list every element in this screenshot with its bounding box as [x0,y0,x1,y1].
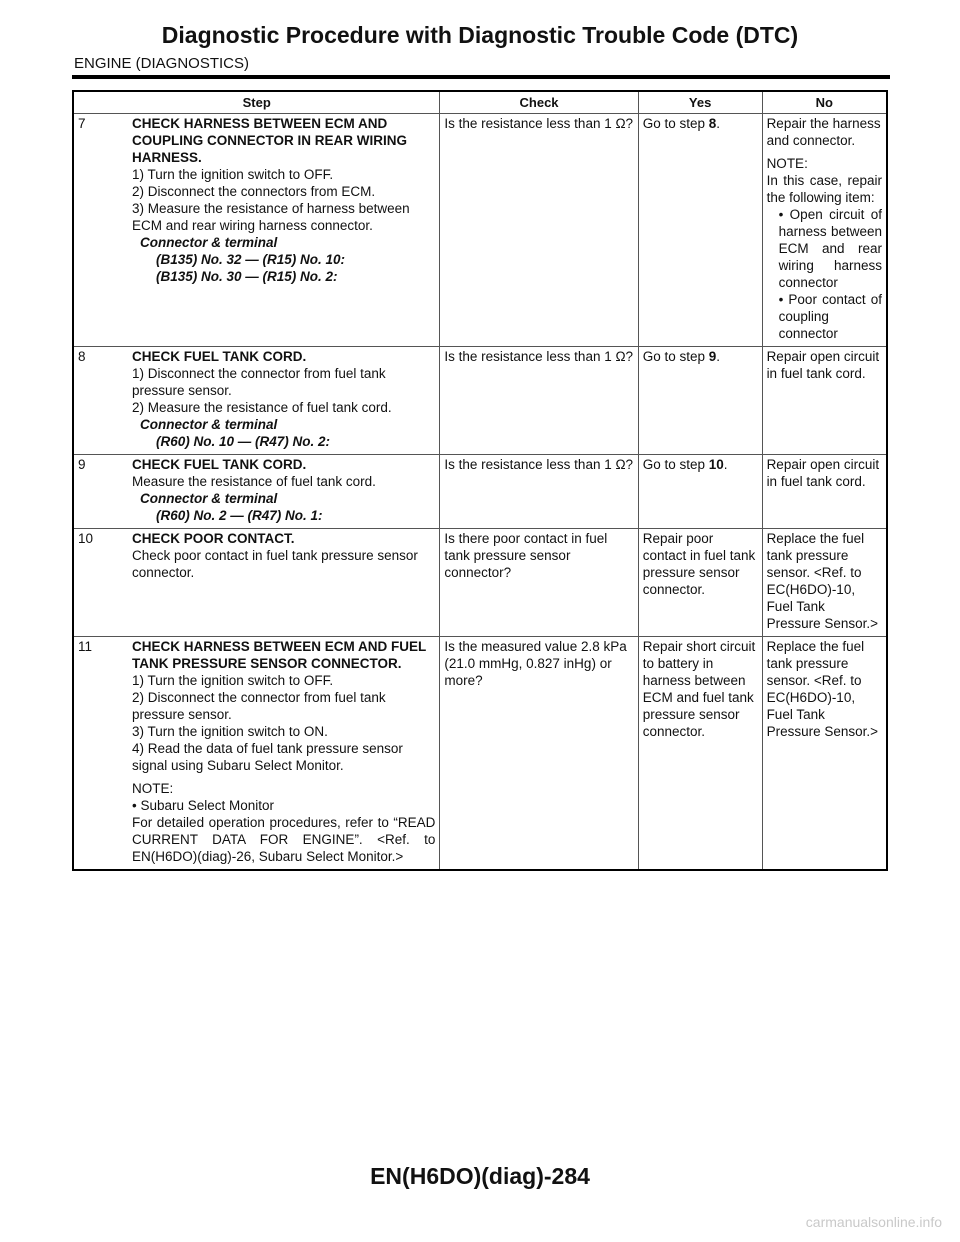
yes-suffix: . [716,116,721,131]
note-label: NOTE: [132,781,174,796]
no-cell: Repair open circuit in fuel tank cord. [762,347,887,455]
connector-terminal: (B135) No. 30 — (R15) No. 2: [156,269,338,284]
step-instruction: 2) Measure the resistance of fuel tank cord. [132,400,392,415]
check-cell: Is the measured value 2.8 kPa (21.0 mmHg, 0.827 inHg) or more? [440,637,638,871]
column-header-check: Check [440,91,638,114]
connector-terminal: (R60) No. 10 — (R47) No. 2: [156,434,331,449]
no-cell: Repair open circuit in fuel tank cord. [762,455,887,529]
column-header-yes: Yes [638,91,762,114]
next-step-link[interactable]: 8 [708,116,717,131]
step-cell [73,455,440,529]
check-cell: Is the resistance less than 1 Ω? [440,455,638,529]
step-instruction: 2) Disconnect the connectors from ECM. [132,184,376,199]
yes-suffix: . [723,457,728,472]
table-row [73,347,887,455]
header-rule [72,75,890,79]
connector-terminal: (R60) No. 2 — (R47) No. 1: [156,508,323,523]
step-instruction: 3) Measure the resistance of harness between ECM and rear wiring harness connector. [132,201,410,233]
table-row [73,637,887,871]
step-heading: CHECK FUEL TANK CORD. [132,349,307,364]
yes-cell [638,114,762,347]
table-header-row [73,91,887,114]
column-header-no: No [762,91,887,114]
step-heading: CHECK HARNESS BETWEEN ECM AND COUPLING CONNECTOR IN REAR WIRING HARNESS. [132,116,408,165]
connector-label: Connector & terminal [140,235,278,250]
step-heading: CHECK POOR CONTACT. [132,531,295,546]
check-cell: Is there poor contact in fuel tank pressure sensor connector? [440,529,638,637]
column-header-step: Step [73,91,440,114]
step-instruction: Measure the resistance of fuel tank cord. [132,474,376,489]
step-number: 8 [78,349,86,364]
yes-cell [638,347,762,455]
connector-label: Connector & terminal [140,417,278,432]
note-label: NOTE: [766,156,808,171]
table-row [73,455,887,529]
next-step-link[interactable]: 9 [708,349,717,364]
step-instruction: Check poor contact in fuel tank pressure sensor connector. [132,548,418,580]
step-instruction: 1) Turn the ignition switch to OFF. [132,167,334,182]
page-title: Diagnostic Procedure with Diagnostic Trouble Code (DTC) [161,22,799,48]
step-cell [73,114,440,347]
page-number: EN(H6DO)(diag)-284 [370,1163,590,1189]
step-number: 11 [78,639,93,654]
dtc-table [72,90,888,871]
next-step-link[interactable]: 10 [708,457,724,472]
yes-suffix: . [716,349,721,364]
yes-prefix: Go to step [642,116,709,131]
note-bullet: • Open circuit of harness between ECM and rear wiring harness connector [778,207,882,290]
note-bullet: • Subaru Select Monitor [132,798,275,813]
step-instruction: 1) Disconnect the connector from fuel tank pressure sensor. [132,366,386,398]
step-number: 7 [78,116,86,131]
yes-cell: Repair poor contact in fuel tank pressure sensor connector. [638,529,762,637]
table-row [73,529,887,637]
note-text: For detailed operation procedures, refer to “READ CURRENT DATA FOR ENGINE”. <Ref. to EN(H6DO)(diag)-26, Subaru Select Monitor.> [132,815,436,864]
step-cell [73,637,440,871]
no-cell: Replace the fuel tank pressure sensor. <Ref. to EC(H6DO)-10, Fuel Tank Pressure Sensor.> [762,637,887,871]
check-cell: Is the resistance less than 1 Ω? [440,347,638,455]
watermark: carmanualsonline.info [805,1214,942,1230]
step-cell [73,529,440,637]
yes-cell: Repair short circuit to battery in harness between ECM and fuel tank pressure sensor connector. [638,637,762,871]
step-heading: CHECK FUEL TANK CORD. [132,457,307,472]
connector-terminal: (B135) No. 32 — (R15) No. 10: [156,252,346,267]
step-instruction: 1) Turn the ignition switch to OFF. [132,673,334,688]
step-instruction: 4) Read the data of fuel tank pressure sensor signal using Subaru Select Monitor. [132,741,403,773]
table-row [73,114,887,347]
no-cell [762,114,887,347]
connector-label: Connector & terminal [140,491,278,506]
step-heading: CHECK HARNESS BETWEEN ECM AND FUEL TANK PRESSURE SENSOR CONNECTOR. [132,639,427,671]
no-cell: Replace the fuel tank pressure sensor. <Ref. to EC(H6DO)-10, Fuel Tank Pressure Sensor.> [762,529,887,637]
step-instruction: 3) Turn the ignition switch to ON. [132,724,328,739]
step-number: 10 [78,531,94,546]
step-cell [73,347,440,455]
yes-cell [638,455,762,529]
note-bullet: • Poor contact of coupling connector [778,292,882,341]
section-title: ENGINE (DIAGNOSTICS) [74,55,250,72]
check-cell: Is the resistance less than 1 Ω? [440,114,638,347]
no-action: Repair the harness and connector. [766,116,881,148]
yes-prefix: Go to step [642,457,709,472]
step-instruction: 2) Disconnect the connector from fuel tank pressure sensor. [132,690,386,722]
step-number: 9 [78,457,86,472]
note-intro: In this case, repair the following item: [766,173,882,205]
yes-prefix: Go to step [642,349,709,364]
